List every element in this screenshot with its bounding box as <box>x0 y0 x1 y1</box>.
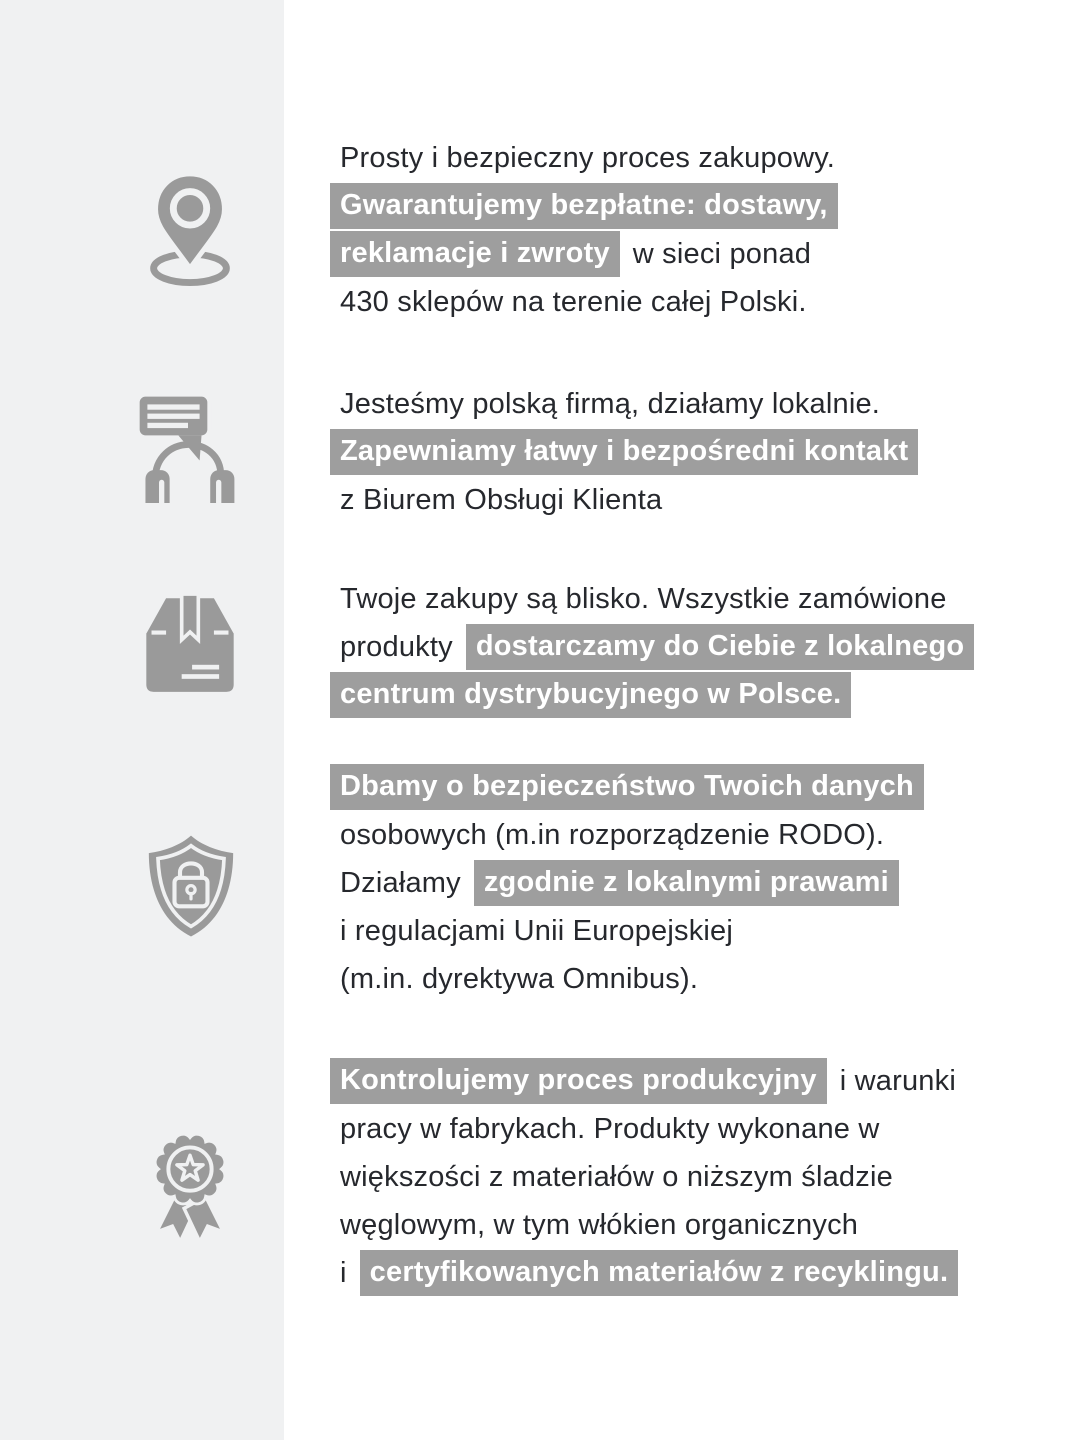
highlighted-text-segment: reklamacje i zwroty <box>330 231 620 277</box>
text-line <box>330 907 1030 955</box>
highlighted-text-segment: centrum dystrybucyjnego w Polsce. <box>330 672 851 718</box>
section-production-control <box>330 1057 1030 1297</box>
text-line <box>330 575 1030 623</box>
text-line <box>330 671 1030 719</box>
highlighted-text-segment: dostarczamy do Ciebie z lokalnego <box>466 624 974 670</box>
text-segment: Twoje zakupy są blisko. Wszystkie zamówione <box>340 582 947 615</box>
text-line <box>330 1105 1030 1153</box>
text-segment: produkty <box>340 630 453 663</box>
section-data-security <box>330 763 1030 1003</box>
text-segment: i regulacjami Unii Europejskiej <box>340 914 734 947</box>
text-line <box>330 1153 1030 1201</box>
text-segment: i warunki <box>839 1064 956 1097</box>
text-line <box>330 859 1030 907</box>
section-shopping-process <box>330 134 1030 326</box>
text-segment: Jesteśmy polską firmą, działamy lokalnie. <box>340 387 881 420</box>
headset-chat-icon <box>130 387 246 503</box>
text-segment: pracy w fabrykach. Produkty wykonane w <box>340 1112 880 1145</box>
text-segment: i <box>340 1256 347 1289</box>
text-segment: w sieci ponad <box>632 237 812 270</box>
text-line <box>330 1201 1030 1249</box>
text-segment: węglowym, w tym włókien organicznych <box>340 1208 859 1241</box>
text-line <box>330 182 1030 230</box>
highlighted-text-segment: zgodnie z lokalnymi prawami <box>474 860 899 906</box>
award-badge-icon <box>131 1114 249 1244</box>
text-line <box>330 428 1030 476</box>
text-line <box>330 623 1030 671</box>
text-segment: większości z materiałów o niższym śladzie <box>340 1160 893 1193</box>
text-line <box>330 134 1030 182</box>
shield-lock-icon <box>136 832 246 942</box>
text-line <box>330 380 1030 428</box>
text-line <box>330 763 1030 811</box>
text-line <box>330 955 1030 1003</box>
text-segment: 430 sklepów na terenie całej Polski. <box>340 285 807 318</box>
text-line <box>330 811 1030 859</box>
text-segment: Działamy <box>340 866 461 899</box>
section-local-distribution <box>330 575 1030 719</box>
highlighted-text-segment: Dbamy o bezpieczeństwo Twoich danych <box>330 764 924 810</box>
section-local-contact <box>330 380 1030 524</box>
text-line <box>330 1057 1030 1105</box>
text-segment: Prosty i bezpieczny proces zakupowy. <box>340 141 836 174</box>
highlighted-text-segment: Gwarantujemy bezpłatne: dostawy, <box>330 183 838 229</box>
text-segment: osobowych (m.in rozporządzenie RODO). <box>340 818 885 851</box>
highlighted-text-segment: Kontrolujemy proces produkcyjny <box>330 1058 827 1104</box>
text-segment: (m.in. dyrektywa Omnibus). <box>340 962 699 995</box>
text-segment: z Biurem Obsługi Klienta <box>340 483 663 516</box>
package-box-icon <box>138 592 242 696</box>
text-line <box>330 278 1030 326</box>
text-line <box>330 1249 1030 1297</box>
location-pin-icon <box>131 168 249 286</box>
text-line <box>330 230 1030 278</box>
highlighted-text-segment: Zapewniamy łatwy i bezpośredni kontakt <box>330 429 918 475</box>
text-line <box>330 476 1030 524</box>
highlighted-text-segment: certyfikowanych materiałów z recyklingu. <box>360 1250 959 1296</box>
